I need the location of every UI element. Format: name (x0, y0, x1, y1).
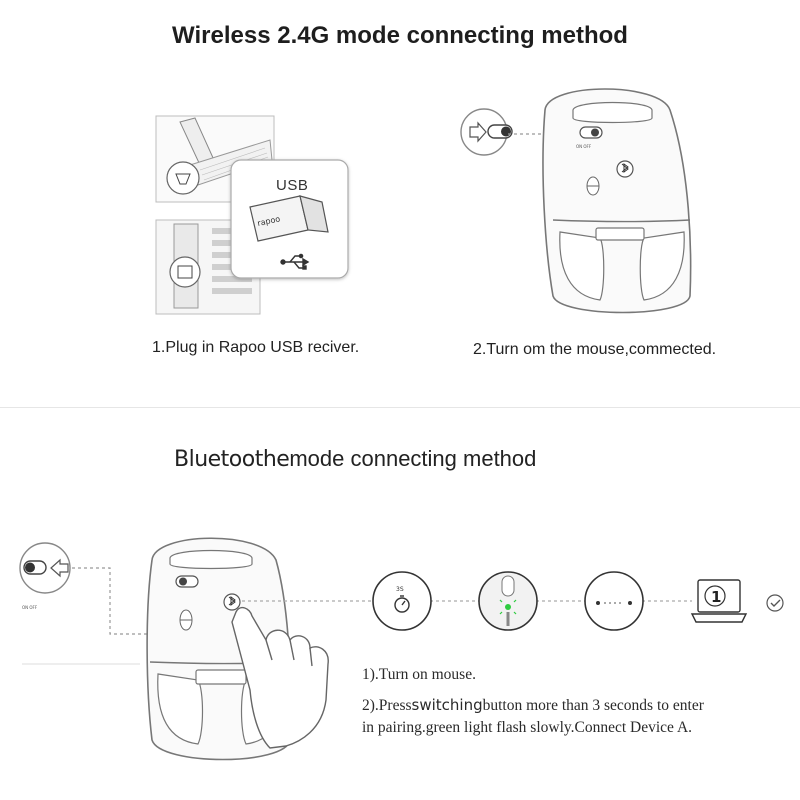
check-icon (767, 595, 783, 611)
bluetooth-step1: 1).Turn on mouse. (362, 666, 476, 683)
bluetooth-step2-d: in pairing.green light flash slowly.Connect Device A. (362, 719, 693, 736)
wireless-step2-caption: 2.Turn om the mouse,commected. (473, 341, 717, 358)
wireless-step1-caption: 1.Plug in Rapoo USB reciver. (152, 339, 360, 356)
dots-icon (585, 572, 643, 630)
svg-text:ON OFF: ON OFF (22, 605, 38, 610)
power-switch-badge-bt (20, 543, 70, 593)
bluetooth-title-part2: mode connecting method (289, 446, 537, 471)
device-number: 1 (711, 588, 722, 606)
svg-text:rapoo: rapoo (256, 214, 281, 228)
bluetooth-step2-b: switching (411, 696, 483, 714)
bluetooth-step2-c: button more than 3 seconds to enter (482, 697, 704, 714)
bluetooth-title-part1: Bluetoothe (174, 447, 290, 472)
timer-label: 3S (396, 586, 404, 593)
timer-icon (373, 572, 431, 630)
usb-label: USB (276, 177, 309, 194)
led-icon (479, 572, 537, 630)
svg-text:ON OFF: ON OFF (576, 144, 592, 149)
wireless-title: Wireless 2.4G mode connecting method (172, 22, 628, 49)
mouse-bottom-wireless (543, 89, 691, 313)
bluetooth-step2-a: 2).Press (362, 697, 412, 714)
power-switch-badge (461, 109, 512, 155)
